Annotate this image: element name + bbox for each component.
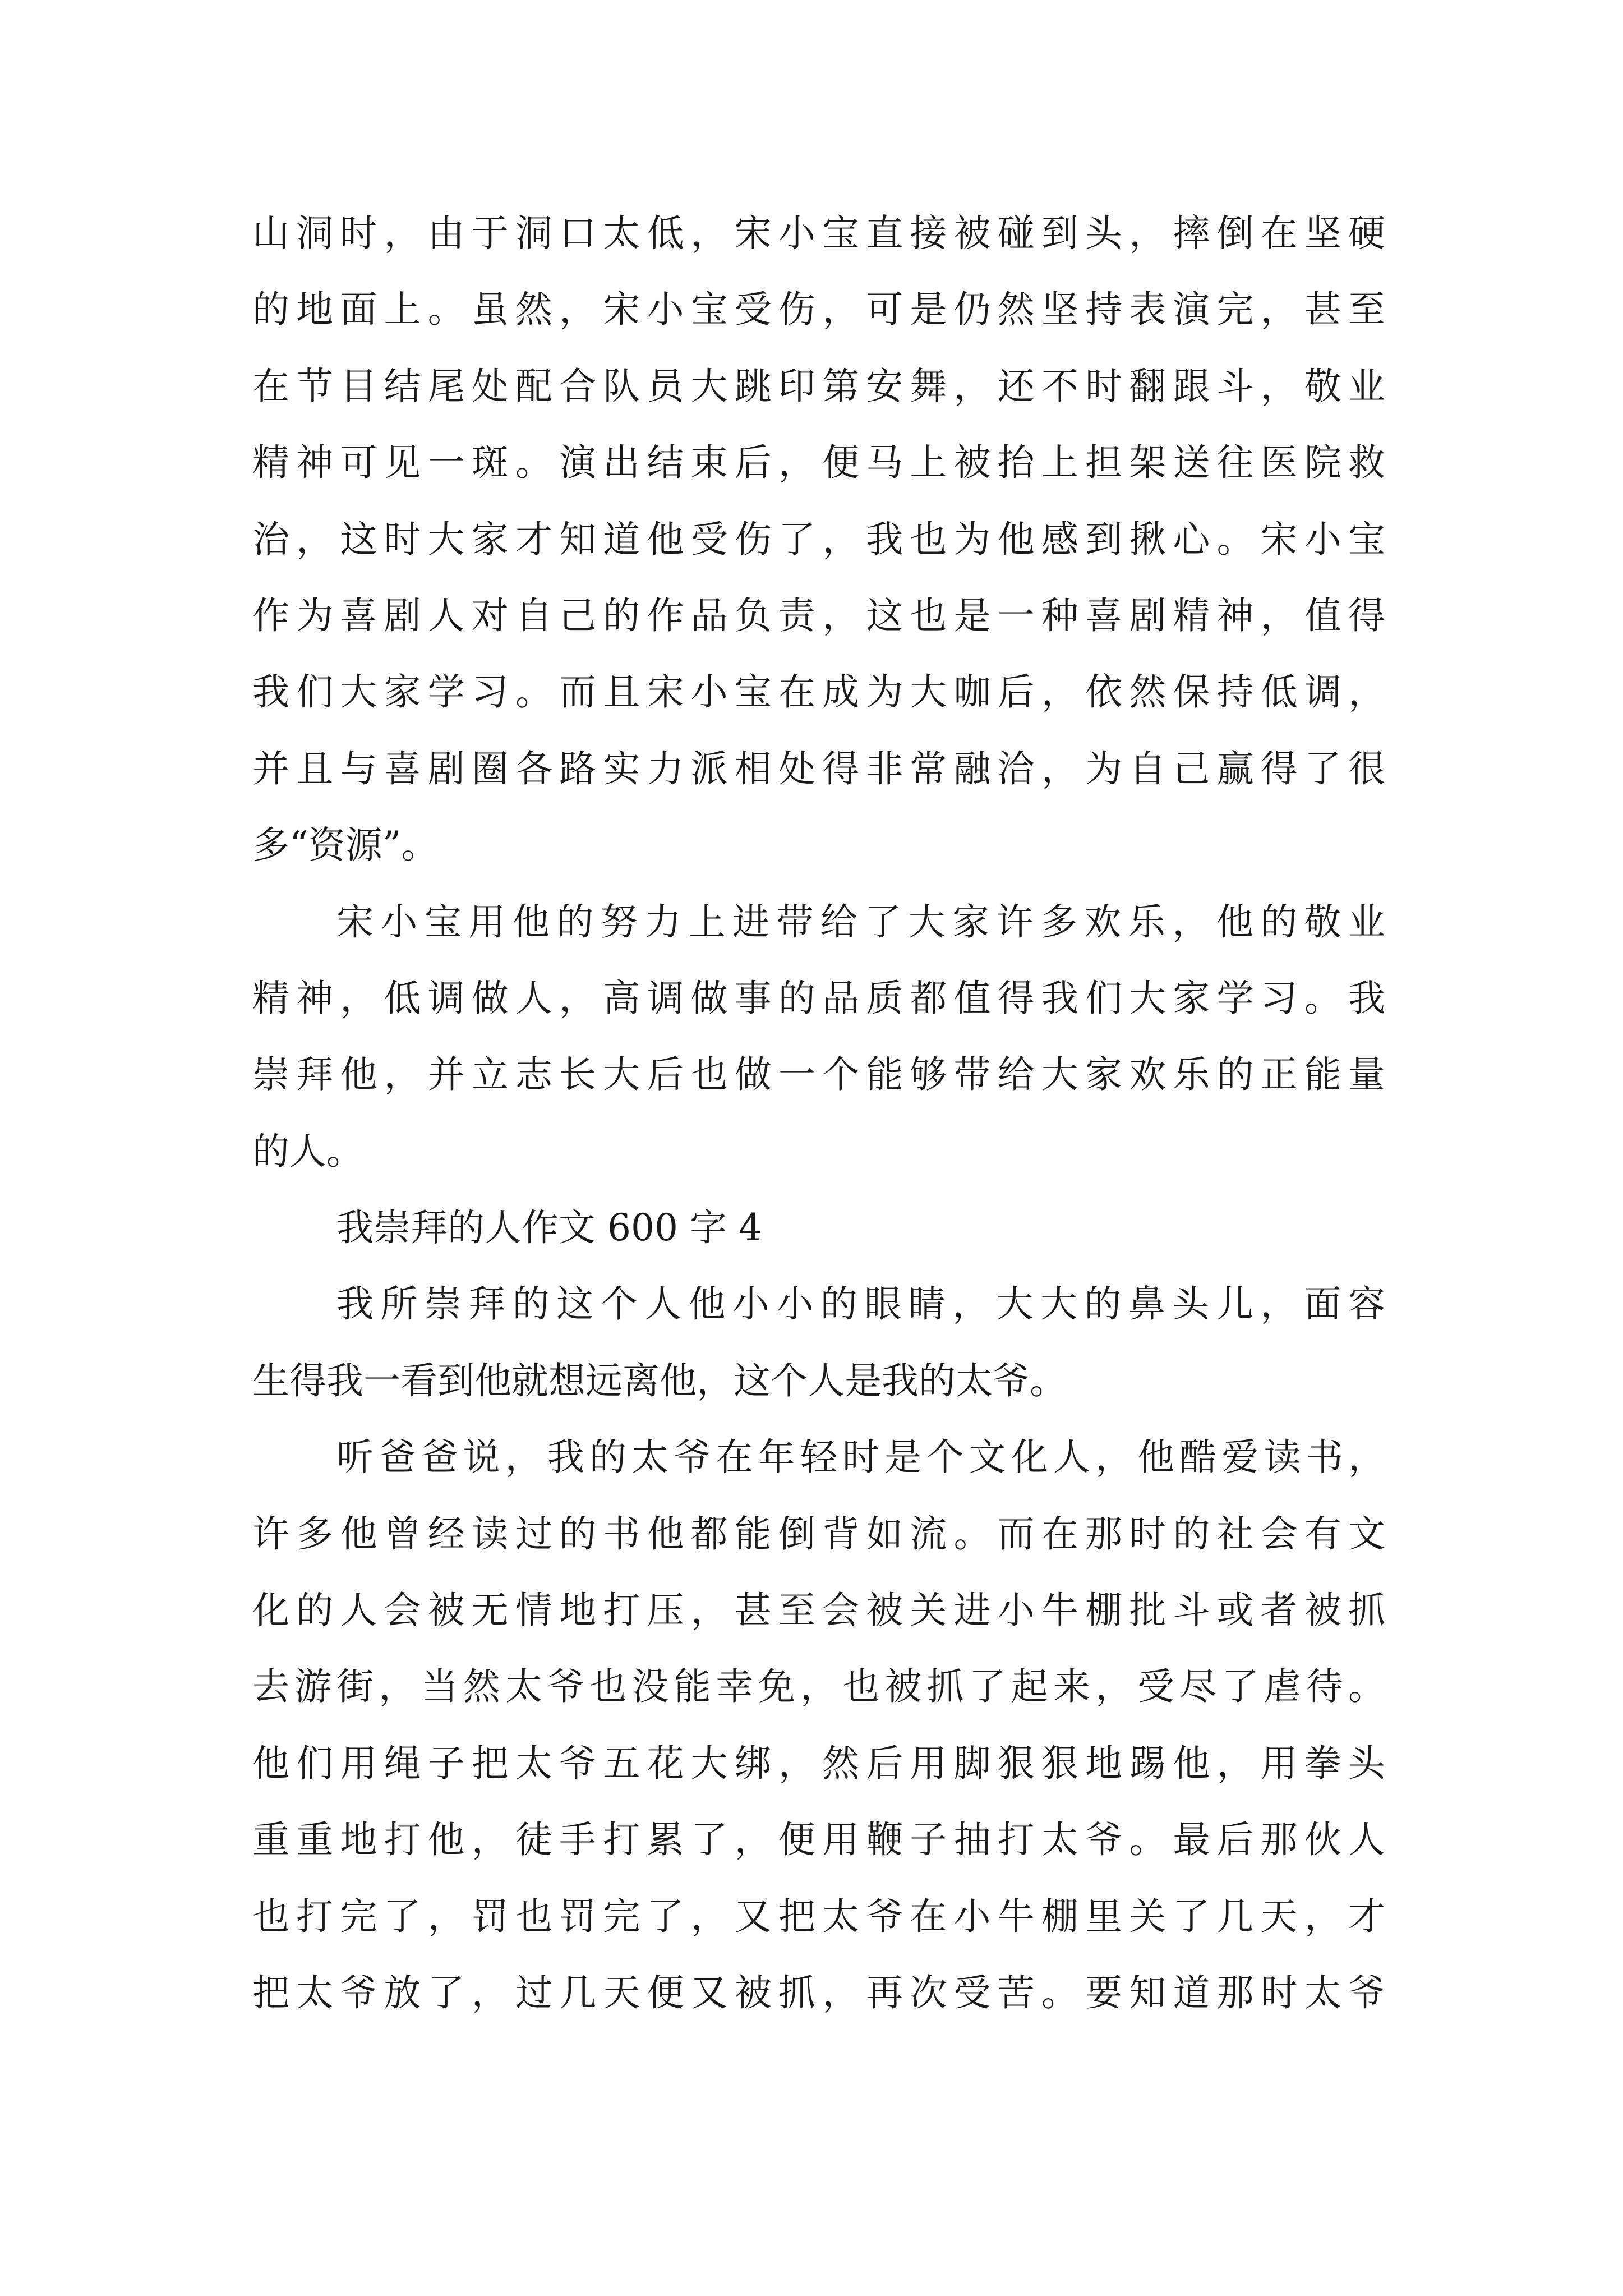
text-line: 并且与喜剧圈各路实力派相处得非常融洽，为自己赢得了很 — [252, 747, 1385, 790]
text-line: 精神，低调做人，高调做事的品质都值得我们大家学习。我 — [252, 976, 1385, 1020]
text-line: 崇拜他，并立志长大后也做一个能够带给大家欢乐的正能量 — [252, 1053, 1385, 1097]
text-line: 去游街，当然太爷也没能幸免，也被抓了起来，受尽了虐待。 — [252, 1665, 1385, 1709]
text-line: 多“资源”。 — [252, 823, 439, 867]
text-line: 在节目结尾处配合队员大跳印第安舞，还不时翻跟斗，敬业 — [252, 364, 1385, 408]
paragraph-first-line: 听爸爸说，我的太爷在年轻时是个文化人，他酷爱读书， — [336, 1435, 1385, 1479]
section-heading: 我崇拜的人作文 600 字 4 — [336, 1206, 762, 1250]
text-line: 他们用绳子把太爷五花大绑，然后用脚狠狠地踢他，用拳头 — [252, 1741, 1385, 1785]
text-line: 治，这时大家才知道他受伤了，我也为他感到揪心。宋小宝 — [252, 517, 1385, 561]
text-line: 的人。 — [252, 1129, 363, 1173]
text-line: 作为喜剧人对自己的作品负责，这也是一种喜剧精神，值得 — [252, 593, 1385, 637]
text-line: 山洞时，由于洞口太低，宋小宝直接被碰到头，摔倒在坚硬 — [252, 211, 1385, 255]
paragraph-first-line: 我所崇拜的这个人他小小的眼睛，大大的鼻头儿，面容 — [336, 1282, 1385, 1326]
paragraph-first-line: 宋小宝用他的努力上进带给了大家许多欢乐，他的敬业 — [336, 900, 1385, 944]
text-line: 重重地打他，徒手打累了，便用鞭子抽打太爷。最后那伙人 — [252, 1818, 1385, 1862]
text-line: 把太爷放了，过几天便又被抓，再次受苦。要知道那时太爷 — [252, 1971, 1385, 2014]
text-line: 的地面上。虽然，宋小宝受伤，可是仍然坚持表演完，甚至 — [252, 288, 1385, 332]
text-line: 我们大家学习。而且宋小宝在成为大咖后，依然保持低调， — [252, 670, 1385, 714]
document-page — [252, 195, 1385, 2031]
text-line: 生得我一看到他就想远离他，这个人是我的太爷。 — [252, 1359, 1067, 1402]
text-line: 化的人会被无情地打压，甚至会被关进小牛棚批斗或者被抓 — [252, 1589, 1385, 1632]
text-line: 精神可见一斑。演出结束后，便马上被抬上担架送往医院救 — [252, 441, 1385, 485]
text-line: 也打完了，罚也罚完了，又把太爷在小牛棚里关了几天，才 — [252, 1894, 1385, 1938]
text-line: 许多他曾经读过的书他都能倒背如流。而在那时的社会有文 — [252, 1512, 1385, 1556]
